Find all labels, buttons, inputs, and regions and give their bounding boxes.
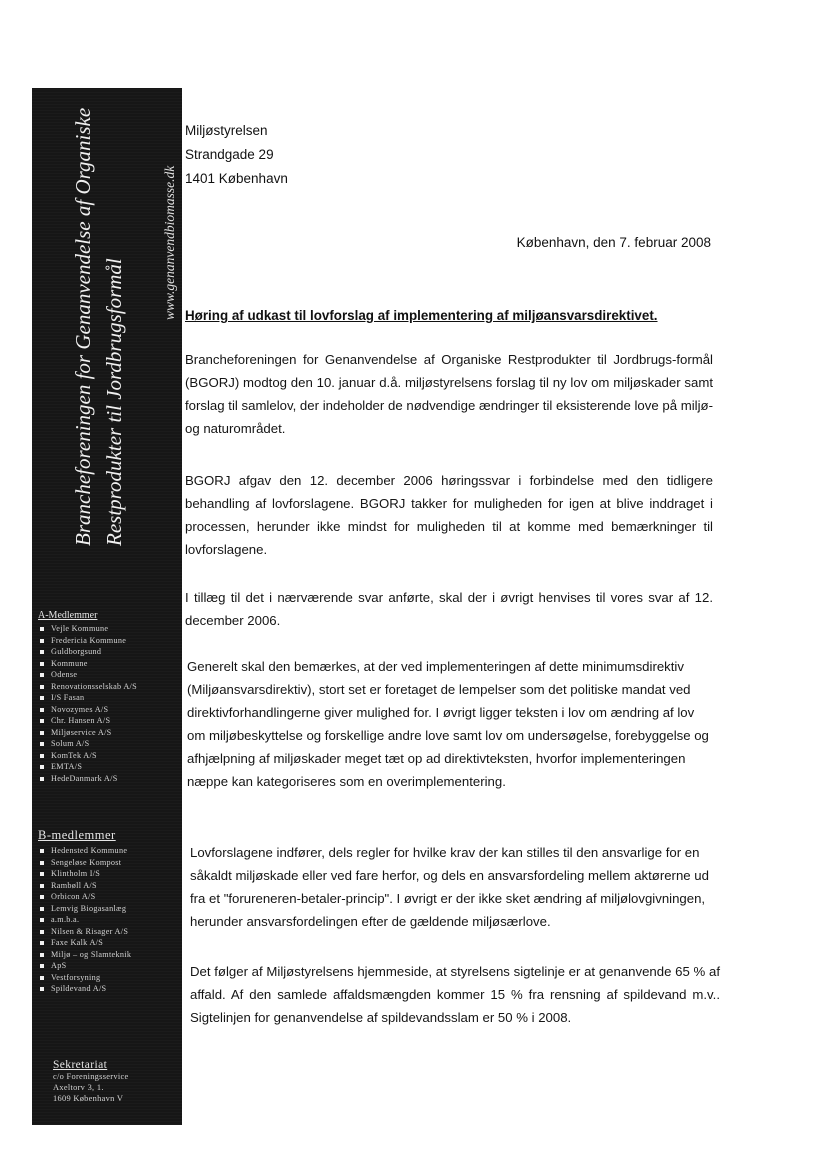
list-item: Solum A/S <box>38 738 178 750</box>
b-members-list <box>38 828 178 995</box>
list-item: Sengeløse Kompost <box>38 857 178 869</box>
organization-website[interactable]: www.genanvendbiomasse.dk <box>162 165 177 320</box>
organization-name <box>68 107 130 546</box>
list-item: Orbicon A/S <box>38 891 178 903</box>
list-item: Hedensted Kommune <box>38 845 178 857</box>
paragraph-6: Det følger af Miljøstyrelsens hjemmeside, at styrelsens sigtelinje er at genanvende 65 % af affald. Af den samlede affaldsmængden kommer 15 % fra rensning af spildevand m.v.. Sigtelinjen for genanvendelse af spildevandsslam er 50 % i 2008. <box>190 964 720 1025</box>
list-item: ApS <box>38 960 178 972</box>
list-item: Lemvig Biogasanlæg <box>38 903 178 915</box>
list-item: Klintholm I/S <box>38 868 178 880</box>
a-members-list <box>38 610 178 784</box>
list-item: Odense <box>38 669 178 681</box>
list-item: Chr. Hansen A/S <box>38 715 178 727</box>
recipient-name: Miljøstyrelsen <box>185 123 268 138</box>
a-members-items <box>38 623 178 784</box>
secretariat-heading: Sekretariat <box>53 1059 108 1071</box>
list-item: Vestforsyning <box>38 972 178 984</box>
letter-date: København, den 7. februar 2008 <box>516 235 711 250</box>
recipient-city: 1401 København <box>185 171 288 186</box>
paragraph-4: Generelt skal den bemærkes, at der ved implementeringen af dette minimumsdirektiv (Miljøansvarsdirektiv), stort set er foretaget de lempelser som det politiske mandat ved direktivforhandlingerne giver mulighed for. I øvrigt ligger teksten i lov om ændring af lov om miljøbeskyttelse og forskellige andre love samt lov om undersøgelse, forebyggelse og afhjælpning af miljøskader meget tæt op ad direktivteksten, hvorfor implementeringen næppe kan kategoriseres som en overimplementering. <box>187 659 709 789</box>
b-members-heading: B-medlemmer <box>38 828 116 842</box>
organization-name-line1: Brancheforeningen for Genanvendelse af Organiske <box>71 107 95 546</box>
paragraph-3: I tillæg til det i nærværende svar anførte, skal der i øvrigt henvises til vores svar af 12. december 2006. <box>185 590 713 628</box>
list-item: Novozymes A/S <box>38 704 178 716</box>
list-item: Kommune <box>38 658 178 670</box>
list-item: Guldborgsund <box>38 646 178 658</box>
list-item: Vejle Kommune <box>38 623 178 635</box>
list-item: Rambøll A/S <box>38 880 178 892</box>
list-item: Faxe Kalk A/S <box>38 937 178 949</box>
a-members-heading: A-Medlemmer <box>38 610 98 621</box>
organization-name-line2: Restprodukter til Jordbrugsformål <box>102 258 126 546</box>
list-item: EMTA/S <box>38 761 178 773</box>
paragraph-1: Brancheforeningen for Genanvendelse af Organiske Restprodukter til Jordbrugs-formål (BGORJ) modtog den 10. januar d.å. miljøstyrelsens forslag til ny lov om miljøskader samt forslag til samlelov, der indeholder de nødvendige ændringer til eksisterende love på miljø- og naturområdet. <box>185 352 713 436</box>
list-item: a.m.b.a. <box>38 914 178 926</box>
list-item: Renovationsselskab A/S <box>38 681 178 693</box>
organization-sidebar <box>32 88 182 1125</box>
letter-subject: Høring af udkast til lovforslag af implementering af miljøansvarsdirektivet. <box>185 308 658 323</box>
recipient-street: Strandgade 29 <box>185 147 274 162</box>
list-item: Spildevand A/S <box>38 983 178 995</box>
paragraph-5: Lovforslagene indfører, dels regler for hvilke krav der kan stilles til den ansvarlige for en såkaldt miljøskade eller ved fare herfor, og dels en ansvarsfordeling mellem aktørerne ud fra et "forureneren-betaler-princip". I øvrigt er der ikke sket ændring af miljølovgivningen, herunder ansvarsfordelingen efter de gældende miljøsærlove. <box>190 845 709 929</box>
secretariat-line: Axeltorv 3, 1. <box>53 1083 104 1092</box>
list-item: KomTek A/S <box>38 750 178 762</box>
secretariat-address <box>53 1059 178 1104</box>
list-item: Fredericia Kommune <box>38 635 178 647</box>
recipient-address <box>185 119 288 191</box>
list-item: I/S Fasan <box>38 692 178 704</box>
secretariat-line: c/o Foreningsservice <box>53 1072 129 1081</box>
list-item: Nilsen & Risager A/S <box>38 926 178 938</box>
secretariat-line: 1609 København V <box>53 1094 124 1103</box>
paragraph-2: BGORJ afgav den 12. december 2006 høringssvar i forbindelse med den tidligere behandling af lovforslagene. BGORJ takker for muligheden for igen at blive inddraget i processen, herunder ikke mindst for muligheden til at komme med bemærkninger til lovforslagene. <box>185 473 713 557</box>
list-item: HedeDanmark A/S <box>38 773 178 785</box>
list-item: Miljøservice A/S <box>38 727 178 739</box>
b-members-items <box>38 845 178 995</box>
list-item: Miljø – og Slamteknik <box>38 949 178 961</box>
